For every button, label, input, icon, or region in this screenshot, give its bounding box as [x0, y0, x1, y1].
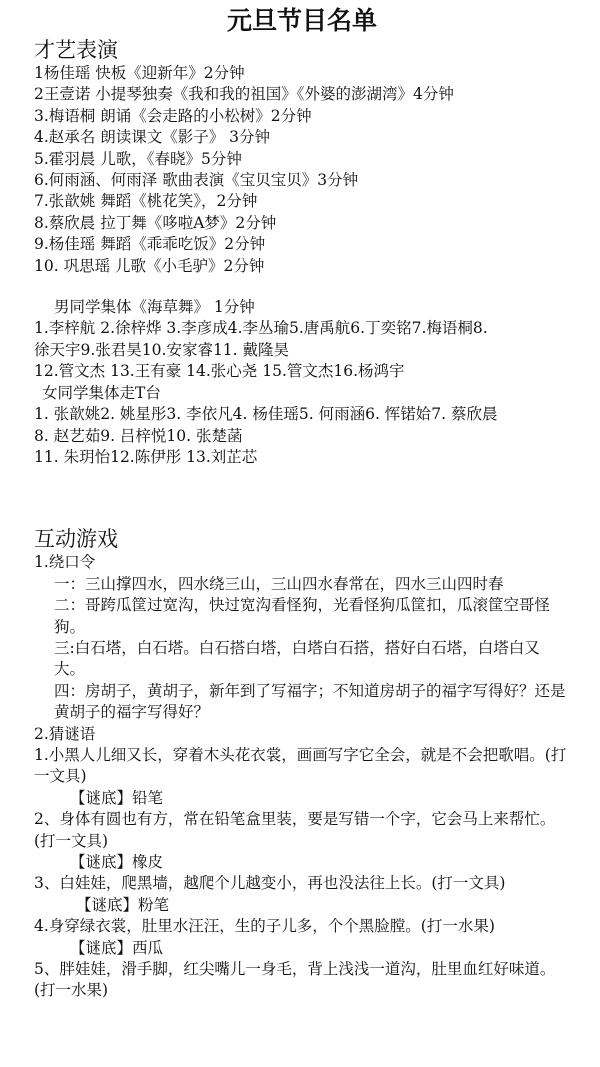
talent-item: 3.梅语桐 朗诵《会走路的小松树》2分钟 [34, 106, 312, 125]
tongue-twister: 三:白石塔，白石塔。白石搭白塔，白塔白石搭，搭好白石塔，白塔白又大。 [54, 638, 540, 679]
talent-list [34, 63, 570, 277]
girls-group-title: 女同学集体走T台 [42, 383, 161, 402]
talent-item: 9.杨佳瑶 舞蹈《乖乖吃饭》2分钟 [34, 235, 266, 254]
boys-names-line: 1.李梓航 2.徐梓烨 3.李彦成4.李丛瑜5.唐禹航6.丁奕铭7.梅语桐8. [34, 319, 488, 338]
games-section-heading: 互动游戏 [34, 527, 118, 552]
riddle-question: 1.小黑人儿细又长，穿着木头花衣裳，画画写字它全会，就是不会把歌唱。(打一文具) [34, 745, 567, 786]
talent-item: 5.霍羽晨 儿歌，《春晓》5分钟 [34, 149, 242, 168]
riddle-question: 2、身体有圆也有方，常在铅笔盒里装，要是写错一个字，它会马上来帮忙。(打一文具) [34, 810, 556, 850]
riddle-answer: 【谜底】粉笔 [76, 895, 170, 914]
riddle-answer: 【谜底】西瓜 [70, 938, 164, 957]
boys-names-line: 12.管文杰 13.王有豪 14.张心尧 15.管文杰16.杨鸿宇 [34, 362, 405, 381]
riddle-question: 3、白娃娃，爬黑墙，越爬个儿越变小，再也没法往上长。(打一文具) [34, 874, 506, 893]
girls-names-line: 1. 张歆姚2. 姚星彤3. 李依凡4. 杨佳瑶5. 何雨涵6. 恽锘姶7. 蔡欣晨 [34, 405, 498, 424]
talent-item: 7.张歆姚 舞蹈《桃花笑》，2分钟 [34, 192, 258, 211]
talent-section-heading: 才艺表演 [34, 38, 118, 62]
talent-item: 6.何雨涵、何雨泽 歌曲表演《宝贝宝贝》3分钟 [34, 171, 359, 190]
riddle-answer: 【谜底】铅笔 [70, 788, 164, 807]
riddle-question: 4.身穿绿衣裳，肚里水汪汪，生的子儿多，个个黑脸膛。(打一水果) [34, 917, 495, 936]
riddle-answer: 【谜底】橡皮 [70, 853, 164, 871]
boys-group-title: 男同学集体《海草舞》 1分钟 [54, 298, 255, 317]
girls-names-line: 8. 赵艺茹9. 吕梓悦10. 张楚菡 [34, 426, 243, 445]
page-title: 元旦节目名单 [226, 6, 377, 35]
talent-item: 4.赵承名 朗读课文《影子》 3分钟 [34, 128, 271, 147]
tongue-twister: 一：三山撑四水，四水绕三山，三山四水春常在，四水三山四时春 [54, 574, 504, 593]
tongue-twister-title: 1.绕口令 [34, 553, 96, 572]
riddle-question: 5、胖娃娃，滑手脚，红尖嘴儿一身毛，背上浅浅一道沟，肚里血红好味道。(打一水果) [34, 960, 556, 1000]
tongue-twister: 四：房胡子，黄胡子，新年到了写福字；不知道房胡子的福字写得好？还是黄胡子的福字写得好？ [54, 681, 566, 722]
talent-item: 1杨佳瑶 快板《迎新年》2分钟 [34, 64, 245, 82]
talent-item: 2王壹诺 小提琴独奏《我和我的祖国》《外婆的澎湖湾》4分钟 [34, 85, 454, 104]
tongue-twister: 二：哥跨瓜筐过宽沟，快过宽沟看怪狗，光看怪狗瓜筐扣，瓜滚筐空哥怪狗。 [54, 596, 551, 636]
boys-names-line: 徐天宇9.张君昊10.安家睿11. 戴隆昊 [34, 340, 290, 359]
girls-names-line: 11. 朱玥怡12.陈伊彤 13.刘芷芯 [34, 447, 258, 466]
riddle-title: 2.猜谜语 [34, 724, 96, 743]
talent-item: 10. 巩思瑶 儿歌《小毛驴》2分钟 [34, 256, 265, 275]
talent-item: 8.蔡欣晨 拉丁舞《哆啦A梦》2分钟 [34, 213, 277, 232]
